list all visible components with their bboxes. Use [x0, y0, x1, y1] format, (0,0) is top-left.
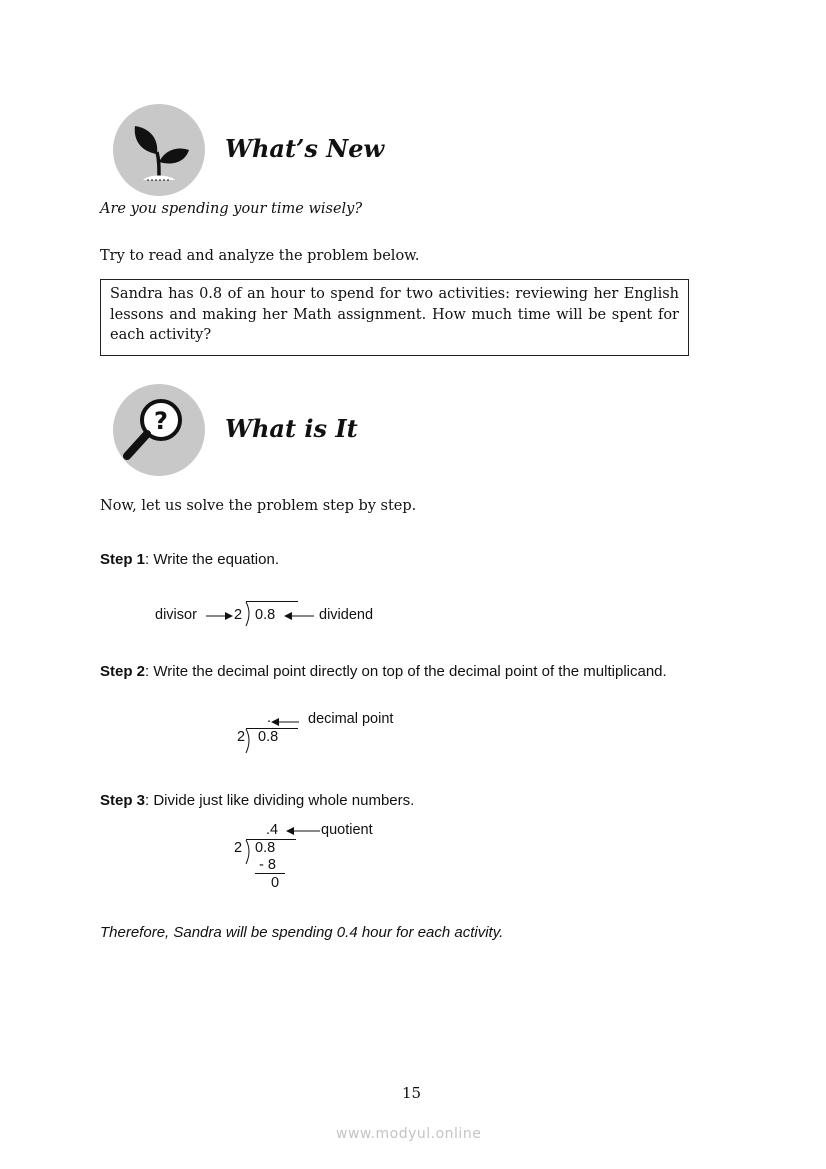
what-is-it-intro: Now, let us solve the problem step by step. [100, 498, 417, 514]
step-3-label: Step 3 [100, 792, 146, 809]
step3-remainder: 0 [271, 875, 280, 891]
step-2-text: : Write the decimal point directly on top of the decimal point of the multiplicand. [145, 663, 667, 680]
what-is-it-title: What is It [225, 414, 358, 443]
vinculum-line [246, 601, 298, 602]
step-1-label: Step 1 [100, 551, 146, 568]
watermark: www.modyul.online [336, 1126, 482, 1142]
step3-dividend: 0.8 [255, 840, 276, 856]
conclusion: Therefore, Sandra will be spending 0.4 hour for each activity. [100, 924, 504, 941]
svg-text:?: ? [154, 407, 168, 435]
seedling-icon [113, 104, 205, 196]
arrow-left-icon [284, 611, 314, 621]
division-bracket-icon [244, 728, 254, 754]
step-1 [100, 551, 279, 568]
division-bracket-icon [244, 601, 254, 627]
page-number: 15 [402, 1084, 422, 1102]
step-2 [100, 663, 667, 680]
step3-divisor: 2 [234, 840, 243, 856]
step2-dividend: 0.8 [258, 729, 279, 745]
magnifier-question-icon [113, 384, 205, 476]
whats-new-instruction: Try to read and analyze the problem below. [100, 248, 420, 264]
step2-point-label: decimal point [308, 711, 394, 727]
step-1-text: : Write the equation. [145, 551, 279, 568]
step-2-label: Step 2 [100, 663, 146, 680]
step3-subtract: - 8 [259, 857, 276, 873]
step-3 [100, 792, 414, 809]
whats-new-icon-badge [113, 104, 205, 196]
arrow-left-icon [271, 717, 299, 727]
step1-divisor-label: divisor [155, 607, 197, 623]
step1-dividend: 0.8 [255, 607, 276, 623]
arrow-left-icon [286, 826, 320, 836]
step1-divisor: 2 [234, 607, 243, 623]
step3-quotient: .4 [266, 822, 279, 838]
arrow-right-icon [206, 611, 234, 621]
step2-divisor: 2 [237, 729, 246, 745]
whats-new-title: What’s New [225, 134, 385, 163]
division-bracket-icon [244, 839, 254, 865]
what-is-it-icon-badge [113, 384, 205, 476]
step1-dividend-label: dividend [319, 607, 374, 623]
subtraction-line [255, 873, 285, 874]
step2-point: . [267, 710, 272, 726]
step3-quotient-label: quotient [321, 822, 373, 838]
step-3-text: : Divide just like dividing whole numbers. [145, 792, 415, 809]
problem-box: Sandra has 0.8 of an hour to spend for two activities: reviewing her English lessons and making her Math assignment. How much time will be spent for each activity? [100, 279, 689, 356]
whats-new-subtitle: Are you spending your time wisely? [100, 201, 363, 217]
